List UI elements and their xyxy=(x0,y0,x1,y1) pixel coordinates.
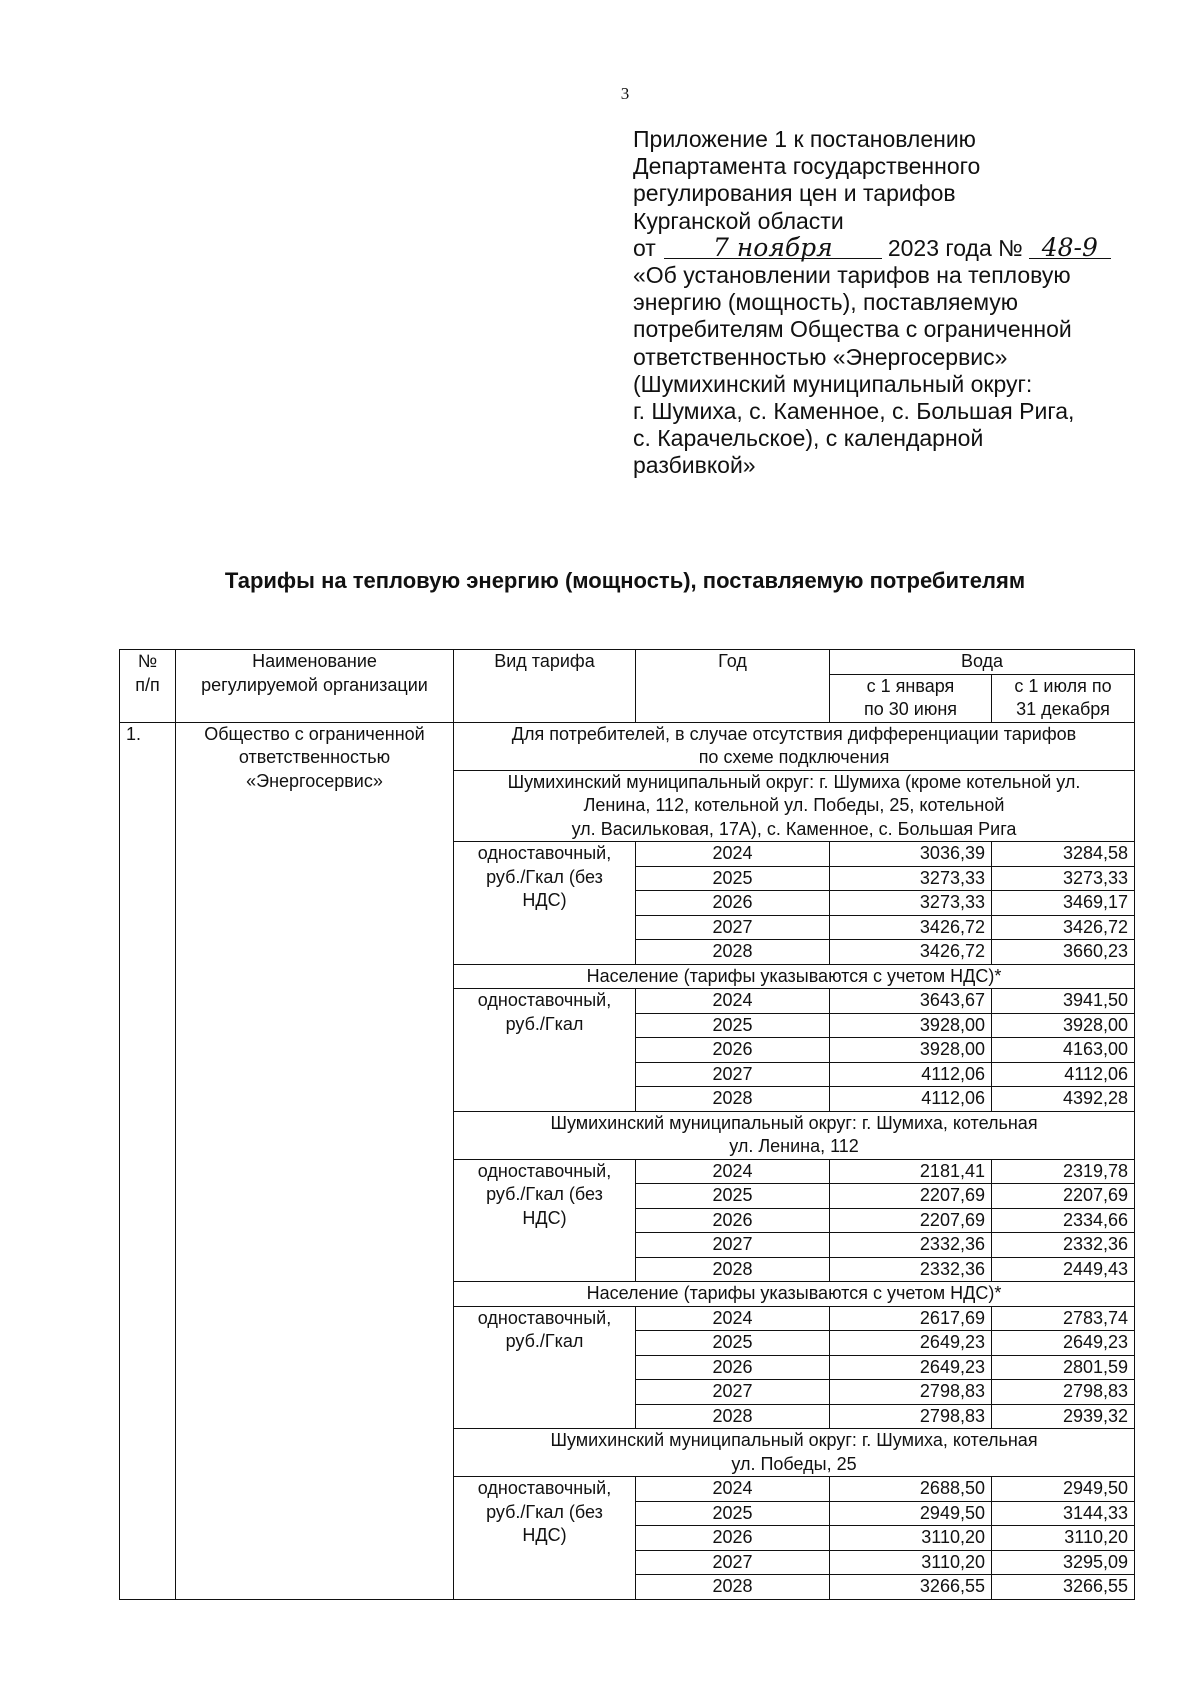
year-cell: 2028 xyxy=(636,1404,830,1429)
tariff-type-line: одноставочный, xyxy=(477,843,612,863)
tariff-type-line: руб./Гкал (без xyxy=(486,866,603,887)
year-cell: 2028 xyxy=(636,940,830,965)
tariff-value-jan-jun: 2207,69 xyxy=(830,1184,992,1209)
section-title-line: ул. Васильковая, 17А), с. Каменное, с. Большая Рига xyxy=(571,818,1017,839)
header-period-1 xyxy=(830,674,992,722)
tariff-value-jan-jun: 3110,20 xyxy=(830,1550,992,1575)
year-cell: 2028 xyxy=(636,1087,830,1112)
tariff-value-jan-jun: 2649,23 xyxy=(830,1331,992,1356)
tariff-value-jan-jun: 3036,39 xyxy=(830,842,992,867)
section-title-cell xyxy=(454,1282,1135,1307)
tariff-value-jul-dec: 3284,58 xyxy=(992,842,1135,867)
tariff-value-jul-dec: 4112,06 xyxy=(992,1062,1135,1087)
header-text: по 30 июня xyxy=(863,699,958,719)
tariff-value-jul-dec: 2939,32 xyxy=(992,1404,1135,1429)
appendix-header xyxy=(633,126,1153,480)
year-cell: 2026 xyxy=(636,1208,830,1233)
tariff-value-jan-jun: 2798,83 xyxy=(830,1380,992,1405)
header-tariff-type: Вид тарифа xyxy=(454,650,636,723)
header-text: № xyxy=(137,651,158,671)
header-text: п/п xyxy=(135,674,160,695)
tariff-type-cell xyxy=(454,989,636,1112)
section-title-cell xyxy=(454,770,1135,842)
header-year: Год xyxy=(636,650,830,723)
section-title-line: по схеме подключения xyxy=(698,747,890,767)
tariff-value-jan-jun: 3426,72 xyxy=(830,940,992,965)
tariff-value-jul-dec: 3295,09 xyxy=(992,1550,1135,1575)
row-number-cell: 1. xyxy=(120,722,176,1599)
tariff-type-line: одноставочный, xyxy=(477,1307,612,1328)
year-cell: 2026 xyxy=(636,1526,830,1551)
header-row xyxy=(120,650,1135,675)
section-title-cell xyxy=(454,964,1135,989)
appendix-subject-line: с. Карачельское), с календарной xyxy=(633,425,984,452)
header-num-cell xyxy=(120,650,176,723)
tariff-value-jul-dec: 3273,33 xyxy=(992,866,1135,891)
tariff-value-jan-jun: 2617,69 xyxy=(830,1306,992,1331)
tariff-value-jul-dec: 2783,74 xyxy=(992,1306,1135,1331)
year-cell: 2024 xyxy=(636,842,830,867)
year-cell: 2027 xyxy=(636,1550,830,1575)
tariff-value-jan-jun: 3266,55 xyxy=(830,1575,992,1600)
tariff-value-jul-dec: 3469,17 xyxy=(992,891,1135,916)
tariff-value-jul-dec: 2798,83 xyxy=(992,1380,1135,1405)
section-title-row xyxy=(120,722,1135,770)
page-number: 3 xyxy=(620,84,630,103)
section-title-line: Ленина, 112, котельной ул. Победы, 25, котельной xyxy=(583,795,1005,815)
tariff-value-jul-dec: 2207,69 xyxy=(992,1184,1135,1209)
header-water: Вода xyxy=(830,650,1135,675)
year-cell: 2027 xyxy=(636,1380,830,1405)
year-cell: 2026 xyxy=(636,1038,830,1063)
section-title-cell xyxy=(454,1429,1135,1477)
document-title: Тарифы на тепловую энергию (мощность), поставляемую потребителям xyxy=(224,568,1026,593)
year-cell: 2026 xyxy=(636,1355,830,1380)
tariff-value-jan-jun: 2649,23 xyxy=(830,1355,992,1380)
tariff-value-jul-dec: 4392,28 xyxy=(992,1087,1135,1112)
tariff-value-jan-jun: 2332,36 xyxy=(830,1257,992,1282)
tariff-value-jan-jun: 3643,67 xyxy=(830,989,992,1014)
tariff-type-cell xyxy=(454,1477,636,1600)
tariff-type-line: НДС) xyxy=(522,890,567,910)
section-title-cell xyxy=(454,1111,1135,1159)
year-cell: 2027 xyxy=(636,1233,830,1258)
tariff-type-line: одноставочный, xyxy=(477,990,612,1010)
tariff-type-cell xyxy=(454,1159,636,1282)
section-title-line: Шумихинский муниципальный округ: г. Шумиха (кроме котельной ул. xyxy=(507,771,1081,792)
year-cell: 2025 xyxy=(636,866,830,891)
appendix-subject-line: потребителям Общества с ограниченной xyxy=(633,316,1072,343)
tariff-value-jul-dec: 4163,00 xyxy=(992,1038,1135,1063)
tariff-value-jan-jun: 3928,00 xyxy=(830,1013,992,1038)
tariff-table-body xyxy=(120,650,1135,1600)
tariff-value-jan-jun: 2332,36 xyxy=(830,1233,992,1258)
tariff-value-jul-dec: 3426,72 xyxy=(992,915,1135,940)
tariff-value-jan-jun: 3426,72 xyxy=(830,915,992,940)
year-cell: 2026 xyxy=(636,891,830,916)
header-text: Наименование xyxy=(252,651,377,671)
year-cell: 2024 xyxy=(636,989,830,1014)
year-cell: 2025 xyxy=(636,1184,830,1209)
organization-cell xyxy=(176,722,454,1599)
tariff-value-jul-dec: 3144,33 xyxy=(992,1501,1135,1526)
tariff-type-line: руб./Гкал xyxy=(505,1013,584,1034)
tariff-value-jan-jun: 2798,83 xyxy=(830,1404,992,1429)
section-title-line: Население (тарифы указываются с учетом НДС)* xyxy=(586,1283,1002,1303)
date-prefix: от xyxy=(633,234,656,261)
section-title-line: Для потребителей, в случае отсутствия дифференциации тарифов xyxy=(511,723,1077,744)
year-cell: 2024 xyxy=(636,1159,830,1184)
tariff-type-line: НДС) xyxy=(522,1207,567,1228)
tariff-value-jul-dec: 3928,00 xyxy=(992,1013,1135,1038)
tariff-value-jul-dec: 2649,23 xyxy=(992,1331,1135,1356)
tariff-table xyxy=(119,649,1135,1600)
appendix-subject-line: г. Шумиха, с. Каменное, с. Большая Рига, xyxy=(633,398,1075,425)
section-title-line: Население (тарифы указываются с учетом НДС)* xyxy=(586,965,1002,986)
header-text: с 1 января xyxy=(866,675,955,696)
appendix-date-line xyxy=(633,232,1153,262)
year-cell: 2025 xyxy=(636,1501,830,1526)
tariff-value-jul-dec: 3110,20 xyxy=(992,1526,1135,1551)
tariff-type-line: НДС) xyxy=(522,1525,567,1545)
appendix-line: Приложение 1 к постановлению xyxy=(633,126,976,152)
section-title-line: Шумихинский муниципальный округ: г. Шумиха, котельная xyxy=(550,1112,1038,1133)
tariff-value-jul-dec: 2319,78 xyxy=(992,1159,1135,1184)
tariff-value-jan-jun: 3928,00 xyxy=(830,1038,992,1063)
year-cell: 2028 xyxy=(636,1257,830,1282)
appendix-subject-line: энергию (мощность), поставляемую xyxy=(633,289,1019,316)
organization-name-line: ответственностью xyxy=(238,747,391,767)
year-part: 2023 года № xyxy=(887,234,1023,261)
tariff-value-jul-dec: 3266,55 xyxy=(992,1575,1135,1600)
tariff-value-jul-dec: 3941,50 xyxy=(992,989,1135,1014)
tariff-type-line: руб./Гкал (без xyxy=(486,1184,603,1204)
appendix-line: Курганской области xyxy=(633,207,844,234)
year-cell: 2027 xyxy=(636,1062,830,1087)
tariff-value-jan-jun: 3110,20 xyxy=(830,1526,992,1551)
tariff-value-jul-dec: 2949,50 xyxy=(992,1477,1135,1502)
year-cell: 2027 xyxy=(636,915,830,940)
tariff-value-jan-jun: 4112,06 xyxy=(830,1087,992,1112)
tariff-value-jan-jun: 4112,06 xyxy=(830,1062,992,1087)
tariff-value-jan-jun: 3273,33 xyxy=(830,866,992,891)
tariff-value-jan-jun: 2688,50 xyxy=(830,1477,992,1502)
organization-name-line: Общество с ограниченной xyxy=(204,723,425,744)
tariff-value-jan-jun: 2949,50 xyxy=(830,1501,992,1526)
header-text: с 1 июля по xyxy=(1014,675,1112,696)
tariff-type-cell xyxy=(454,842,636,965)
appendix-subject-line: разбивкой» xyxy=(633,452,756,479)
header-period-2 xyxy=(992,674,1135,722)
handwritten-date: 7 ноября xyxy=(664,238,882,259)
organization-name-line: «Энергосервис» xyxy=(246,770,383,791)
section-title-cell xyxy=(454,722,1135,770)
appendix-subject-line: ответственностью «Энергосервис» xyxy=(633,343,1008,370)
tariff-value-jul-dec: 2801,59 xyxy=(992,1355,1135,1380)
section-title-line: ул. Ленина, 112 xyxy=(729,1136,859,1156)
year-cell: 2024 xyxy=(636,1477,830,1502)
header-text: регулируемой организации xyxy=(201,674,428,695)
tariff-type-line: одноставочный, xyxy=(477,1478,612,1498)
tariff-type-line: одноставочный, xyxy=(477,1160,612,1181)
appendix-subject-line: (Шумихинский муниципальный округ: xyxy=(633,370,1033,397)
tariff-value-jul-dec: 2334,66 xyxy=(992,1208,1135,1233)
appendix-subject-line: «Об установлении тарифов на тепловую xyxy=(633,262,1071,289)
appendix-line: регулирования цен и тарифов xyxy=(633,180,956,207)
header-text: 31 декабря xyxy=(1016,699,1110,719)
tariff-value-jul-dec: 3660,23 xyxy=(992,940,1135,965)
section-title-line: Шумихинский муниципальный округ: г. Шумиха, котельная xyxy=(550,1430,1038,1450)
year-cell: 2025 xyxy=(636,1331,830,1356)
handwritten-number: 48-9 xyxy=(1029,238,1111,259)
tariff-value-jan-jun: 2207,69 xyxy=(830,1208,992,1233)
tariff-type-line: руб./Гкал xyxy=(505,1331,584,1351)
tariff-type-cell xyxy=(454,1306,636,1429)
tariff-value-jul-dec: 2332,36 xyxy=(992,1233,1135,1258)
year-cell: 2024 xyxy=(636,1306,830,1331)
tariff-value-jul-dec: 2449,43 xyxy=(992,1257,1135,1282)
tariff-value-jan-jun: 3273,33 xyxy=(830,891,992,916)
tariff-value-jan-jun: 2181,41 xyxy=(830,1159,992,1184)
year-cell: 2025 xyxy=(636,1013,830,1038)
appendix-line: Департамента государственного xyxy=(633,153,981,180)
tariff-type-line: руб./Гкал (без xyxy=(486,1501,603,1522)
section-title-line: ул. Победы, 25 xyxy=(731,1453,857,1474)
year-cell: 2028 xyxy=(636,1575,830,1600)
header-org-cell xyxy=(176,650,454,723)
